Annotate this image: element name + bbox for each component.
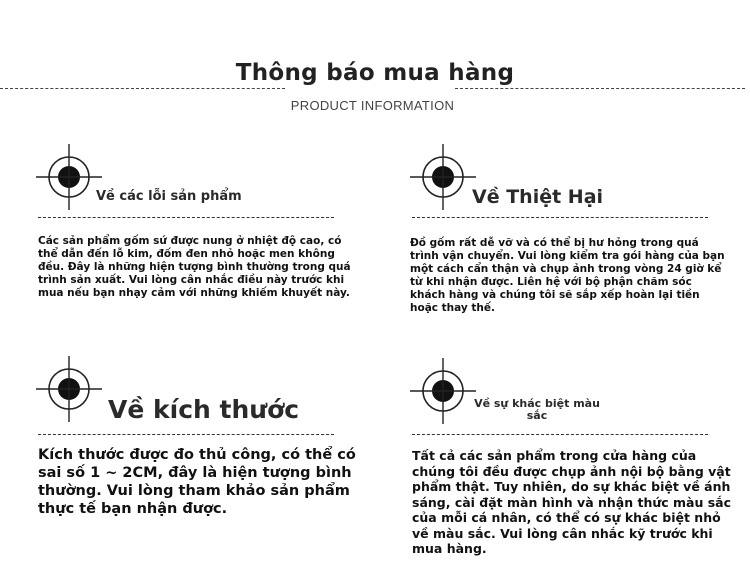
section-body-size: Kích thước được đo thủ công, có thể có sai số 1 ~ 2CM, đây là hiện tượng bình thường. Vui lòng tham khảo sản phẩm thực tế bạn nhận được. (38, 447, 356, 517)
crosshair-target-icon (410, 144, 476, 210)
section-title-size: Về kích thước (108, 395, 300, 424)
crosshair-target-icon (410, 358, 476, 424)
section-title-defects: Về các lỗi sản phẩm (96, 189, 242, 204)
crosshair-target-icon (36, 356, 102, 422)
section-divider-color (412, 434, 708, 435)
crosshair-target-icon (36, 144, 102, 210)
page-title: Thông báo mua hàng (235, 60, 515, 86)
header-divider-right (455, 88, 745, 89)
section-divider-damage (412, 217, 708, 218)
section-body-color: Tất cả các sản phẩm trong cửa hàng của chúng tôi đều được chụp ảnh nội bộ bằng vật phẩm thật. Tuy nhiên, do sự khác biệt về ánh sáng, cài đặt màn hình và nhận thức màu sắc của mỗi cá nhân, có thể có sự khác biệt nhỏ về màu sắc. Vui lòng cân nhắc kỹ trước khi mua hàng. (412, 448, 732, 556)
section-title-color: Về sự khác biệt màu sắc (474, 397, 600, 422)
header-divider-left (0, 88, 285, 89)
page-subtitle: PRODUCT INFORMATION (290, 98, 455, 113)
section-body-defects: Các sản phẩm gốm sứ được nung ở nhiệt độ cao, có thể dẫn đến lỗ kim, đốm đen nhỏ hoặc men không đều. Đây là những hiện tượng bình thường trong quá trình sản xuất. Vui lòng cân nhắc điều này trước khi mua nếu bạn nhạy cảm với những khiếm khuyết này. (38, 235, 351, 299)
section-divider-size (38, 434, 334, 435)
section-divider-defects (38, 217, 334, 218)
section-body-damage: Đồ gốm rất dễ vỡ và có thể bị hư hỏng trong quá trình vận chuyển. Vui lòng kiểm tra gói hàng của bạn một cách cẩn thận và chụp ảnh trong vòng 24 giờ kể từ khi nhận được. Liên hệ với bộ phận chăm sóc khách hàng và chúng tôi sẽ sắp xếp hoàn lại tiền hoặc thay thế. (410, 237, 725, 314)
section-title-damage: Về Thiệt Hại (472, 186, 604, 208)
